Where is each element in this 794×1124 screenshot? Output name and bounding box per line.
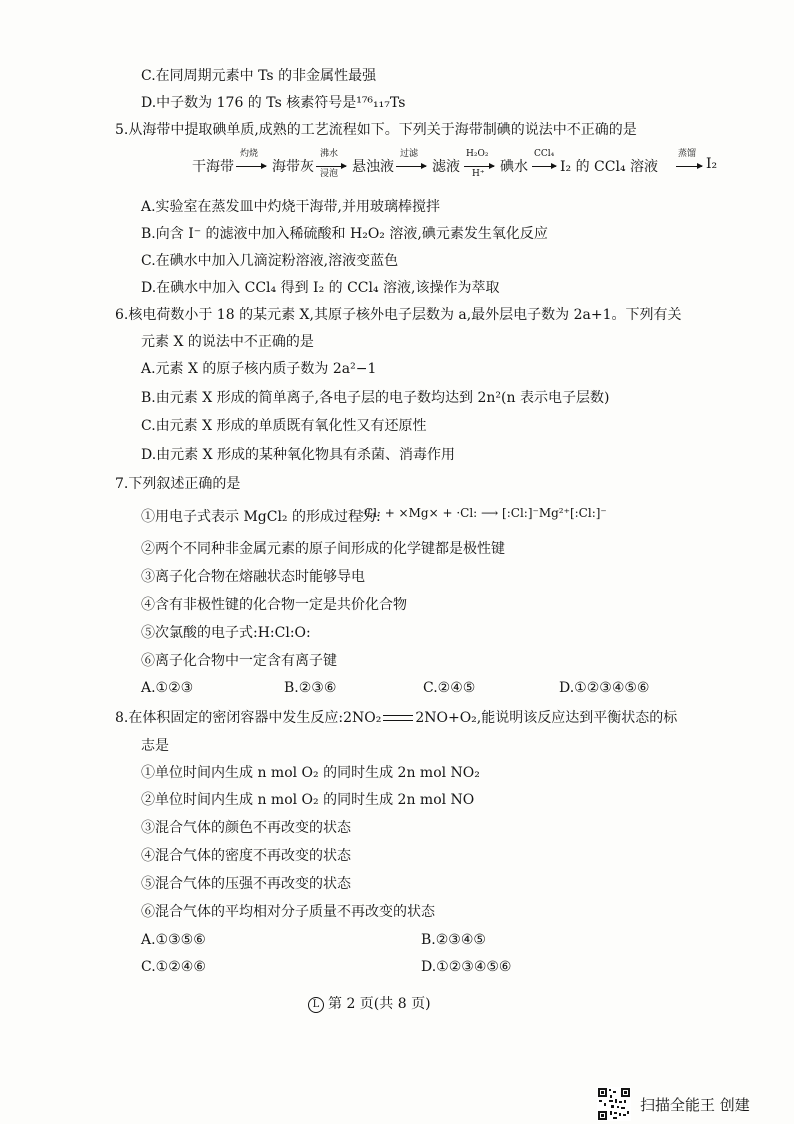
text-line: D.中子数为 176 的 Ts 核素符号是¹⁷⁶₁₁₇Ts	[141, 95, 406, 111]
text-line: ②单位时间内生成 n mol O₂ 的同时生成 2n mol NO	[141, 792, 475, 808]
text-line: C.在同周期元素中 Ts 的非金属性最强	[141, 68, 377, 84]
text-line: ②两个不同种非金属元素的原子间形成的化学键都是极性键	[141, 541, 505, 557]
text-line: A.①③⑤⑥	[141, 932, 206, 948]
flow-node-iodine: I₂	[706, 156, 718, 172]
text-line: ④含有非极性键的化合物一定是共价化合物	[141, 597, 407, 613]
flow-label-top-1: 灼烧	[240, 149, 259, 159]
text-line: ⑥混合气体的平均相对分子质量不再改变的状态	[141, 904, 435, 920]
q8-stem-suffix: 2NO+O₂,能说明该反应达到平衡状态的标	[415, 710, 678, 726]
flow-arrow-6	[676, 166, 702, 167]
page-footer	[308, 993, 431, 1013]
text-line: A.①②③	[141, 680, 194, 696]
flow-arrow-1	[236, 166, 266, 167]
flow-label-top-4: H₂O₂	[466, 149, 489, 159]
flow-label-top-3: 过滤	[400, 149, 419, 159]
text-line: D.①②③④⑤⑥	[421, 959, 512, 975]
text-line: 7.下列叙述正确的是	[115, 476, 241, 492]
flow-label-top-2: 沸水	[320, 149, 339, 159]
text-line: B.向含 I⁻ 的滤液中加入稀硫酸和 H₂O₂ 溶液,碘元素发生氧化反应	[141, 226, 548, 242]
text-line: ⑤混合气体的压强不再改变的状态	[141, 876, 351, 892]
flow-arrow-5	[532, 166, 556, 167]
flow-label-bottom-2: 浸泡	[320, 169, 339, 179]
text-line: ⑥离子化合物中一定含有离子键	[141, 653, 337, 669]
text-line: C.②④⑤	[423, 680, 476, 696]
text-line: ①单位时间内生成 n mol O₂ 的同时生成 2n mol NO₂	[141, 765, 480, 781]
text-line: ④混合气体的密度不再改变的状态	[141, 848, 351, 864]
text-line: B.②③⑥	[284, 680, 337, 696]
text-line: ③离子化合物在熔融状态时能够导电	[141, 569, 365, 585]
flow-node-filtrate: 滤液	[432, 159, 460, 175]
iodine-extraction-flow	[192, 147, 718, 181]
text-line: ①用电子式表示 MgCl₂ 的形成过程为:	[141, 509, 381, 525]
flow-node-iodine-ccl4-solution: I₂ 的 CCl₄ 溶液	[560, 159, 659, 175]
flow-node-iodine-water: 碘水	[500, 159, 528, 175]
flow-label-bottom-4: H⁺	[472, 169, 485, 179]
equilibrium-arrow-icon	[383, 714, 413, 722]
page-number-text: 第 2 页(共 8 页)	[328, 996, 431, 1012]
text-line: B.由元素 X 形成的简单离子,各电子层的电子数均达到 2n²(n 表示电子层数)	[141, 390, 610, 406]
qr-code-icon	[597, 1087, 631, 1121]
flow-arrow-3	[396, 166, 426, 167]
flow-node-dry-kelp: 干海带	[192, 159, 234, 175]
text-line: B.②③④⑤	[421, 932, 486, 948]
text-line: D.由元素 X 形成的某种氧化物具有杀菌、消毒作用	[141, 447, 456, 463]
flow-node-suspension: 悬浊液	[352, 159, 394, 175]
text-line: ③混合气体的颜色不再改变的状态	[141, 820, 351, 836]
text-line: D.在碘水中加入 CCl₄ 得到 I₂ 的 CCl₄ 溶液,该操作为萃取	[141, 280, 500, 296]
text-line: C.①②④⑥	[141, 959, 206, 975]
flow-label-top-5: CCl₄	[534, 149, 555, 159]
text-line: C.由元素 X 形成的单质既有氧化性又有还原性	[141, 418, 427, 434]
text-line: 5.从海带中提取碘单质,成熟的工艺流程如下。下列关于海带制碘的说法中不正确的是	[115, 122, 637, 138]
text-line: 元素 X 的说法中不正确的是	[141, 334, 314, 350]
text-line: A.实验室在蒸发皿中灼烧干海带,并用玻璃棒搅拌	[141, 199, 441, 215]
scanner-brand-watermark: 扫描全能王 创建	[640, 1096, 750, 1114]
flow-arrow-4	[464, 166, 494, 167]
text-line: C.在碘水中加入几滴淀粉溶液,溶液变蓝色	[141, 253, 399, 269]
text-line: A.元素 X 的原子核内质子数为 2a²−1	[141, 361, 377, 377]
q8-stem-line1	[115, 709, 677, 727]
mgcl2-formation-diagram: :Cl· + ×Mg× + ·Cl: ⟶ [:Cl:]⁻Mg²⁺[:Cl:]⁻	[360, 506, 607, 520]
flow-node-kelp-ash: 海带灰	[272, 159, 314, 175]
paper-version-badge: L	[308, 997, 324, 1013]
flow-arrow-2	[316, 166, 346, 167]
flow-label-top-6: 蒸馏	[678, 149, 697, 159]
text-line: D.①②③④⑤⑥	[559, 680, 650, 696]
q8-stem-line2: 志是	[141, 738, 169, 754]
text-line: ⑤次氯酸的电子式:H:Cl:O:	[141, 625, 311, 641]
q8-stem-prefix: 8.在体积固定的密闭容器中发生反应:2NO₂	[115, 710, 382, 726]
text-line: 6.核电荷数小于 18 的某元素 X,其原子核外电子层数为 a,最外层电子数为 2a+1。下列有关	[115, 307, 682, 323]
